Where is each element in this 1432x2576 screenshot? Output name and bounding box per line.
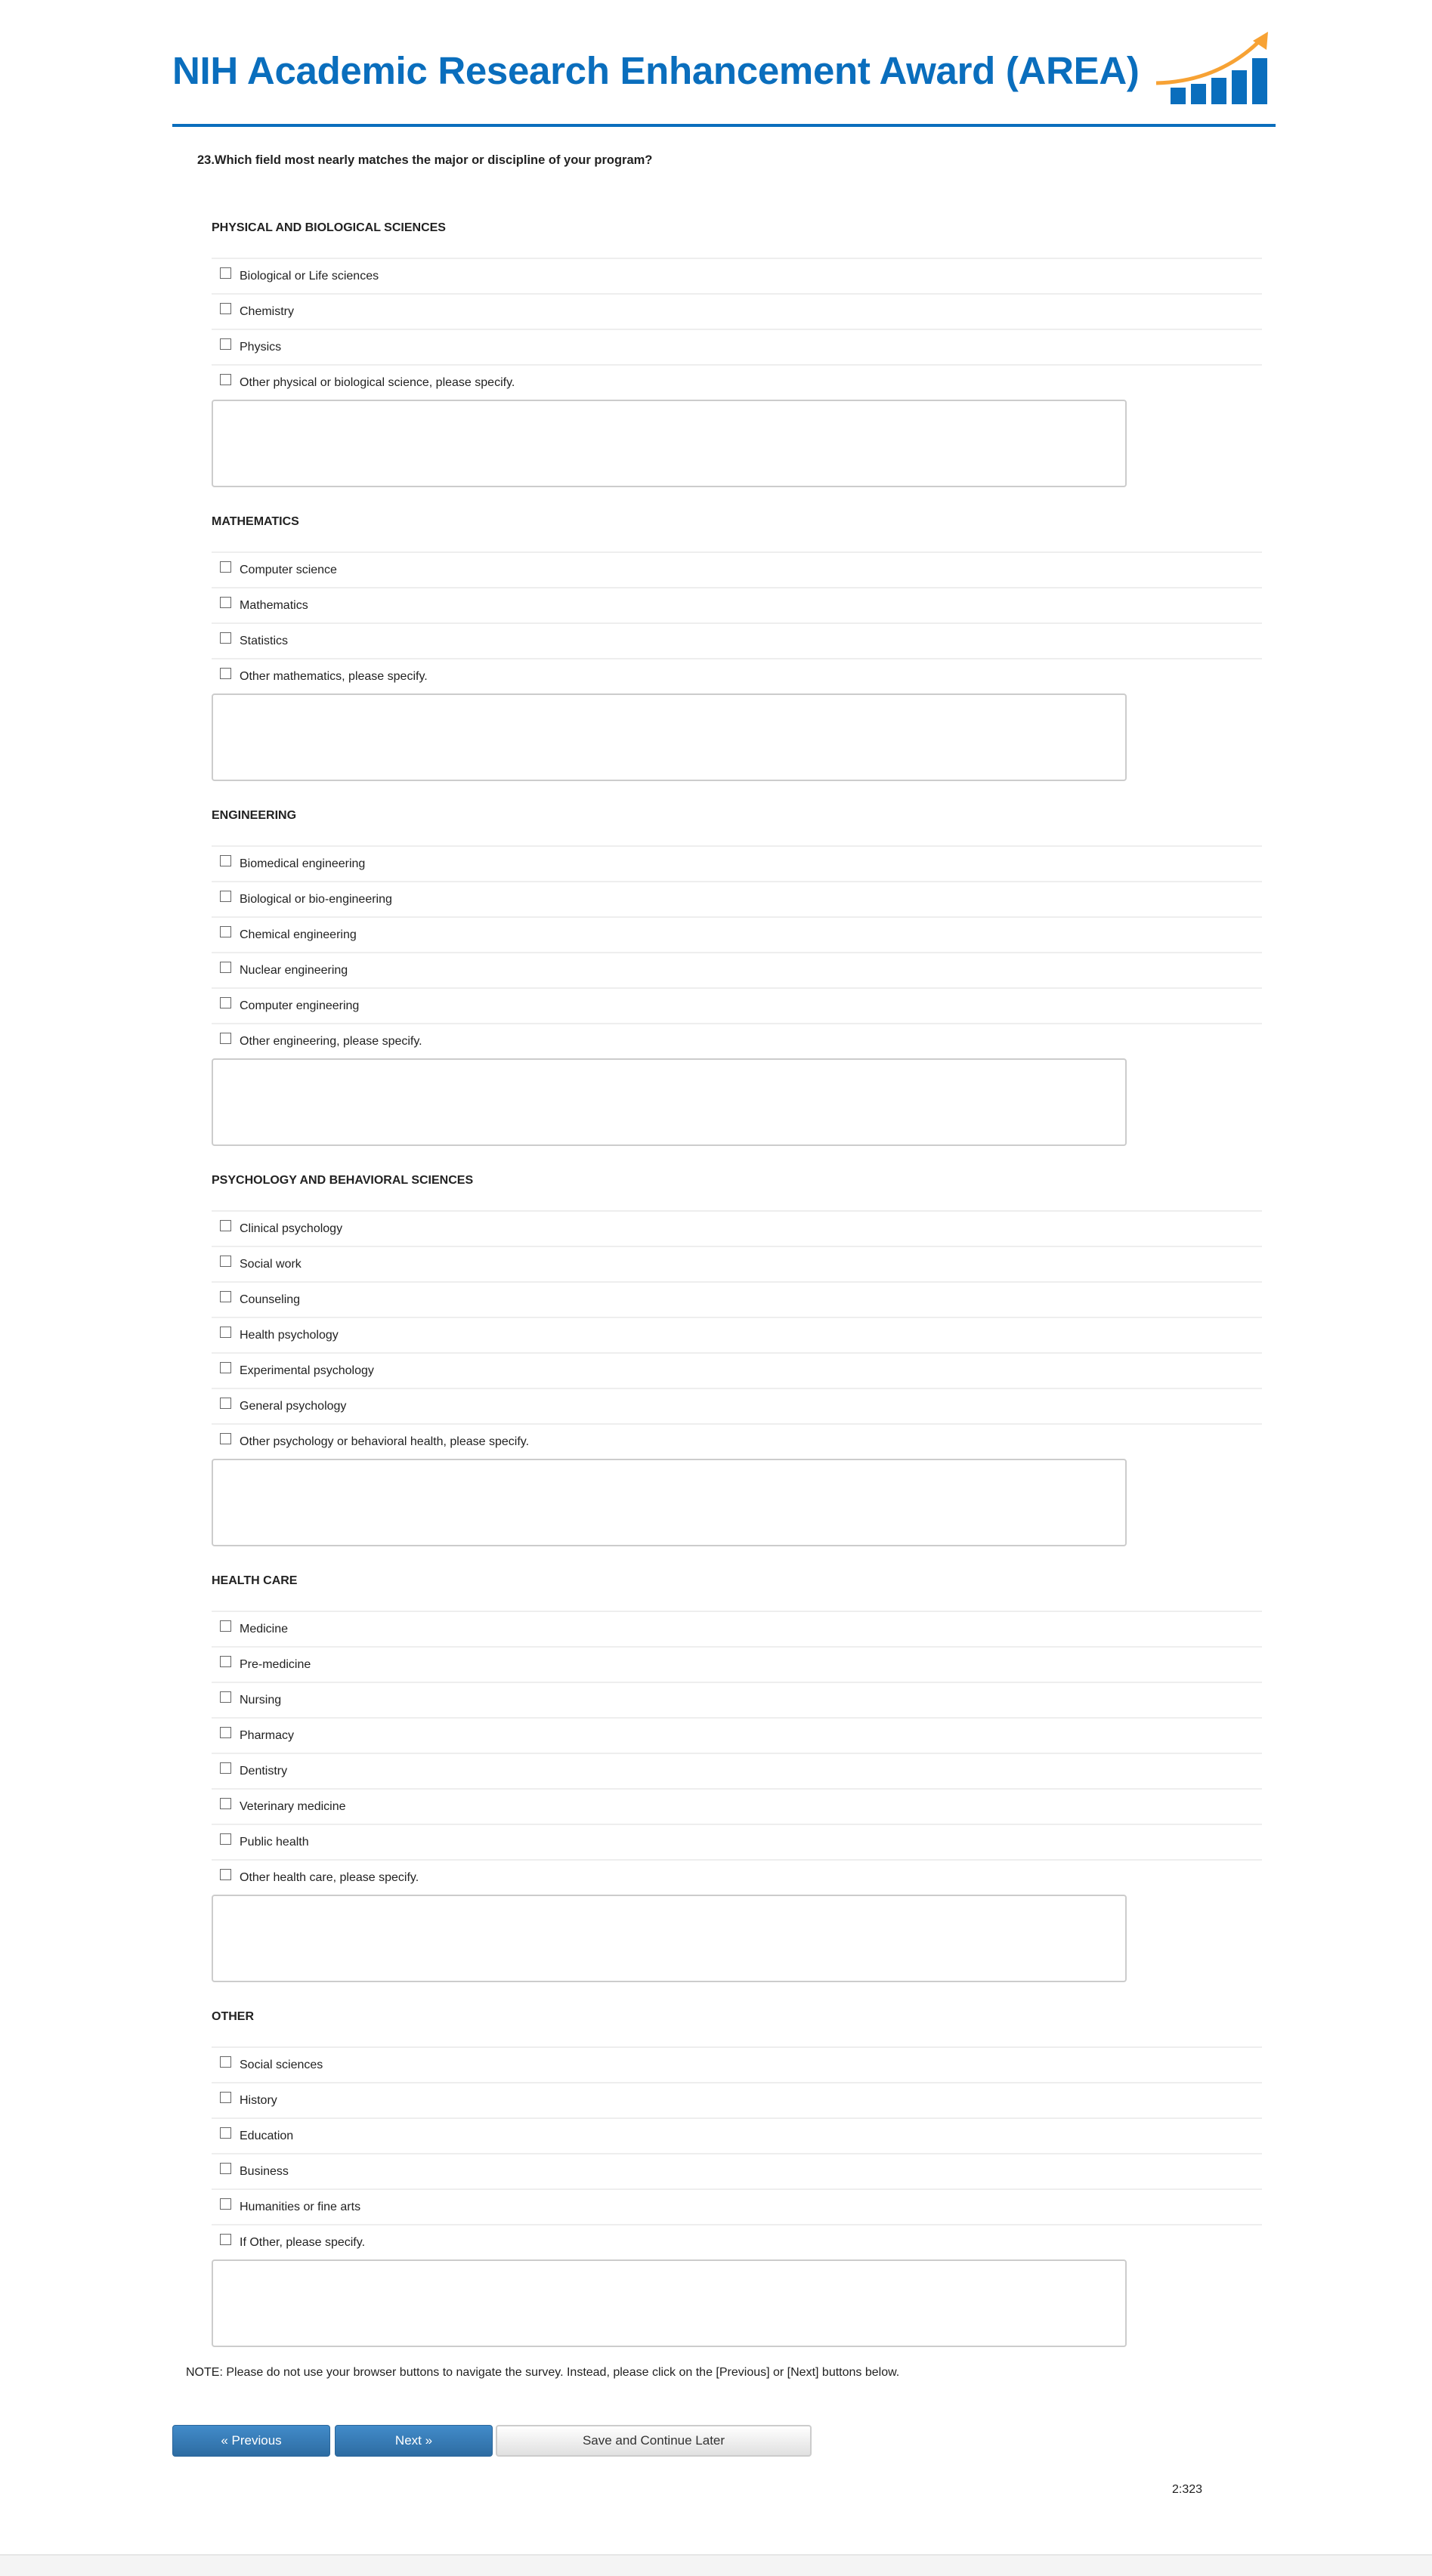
checkbox[interactable]	[220, 2056, 231, 2068]
checkbox[interactable]	[220, 1798, 231, 1809]
checkbox[interactable]	[220, 1398, 231, 1409]
save-continue-later-button[interactable]: Save and Continue Later	[496, 2425, 812, 2457]
checkbox-option[interactable]	[212, 1423, 1262, 1459]
checkbox[interactable]	[220, 1833, 231, 1845]
footer-bar	[0, 2554, 1432, 2576]
option-label: Other health care, please specify.	[240, 1870, 419, 1884]
option-label: Health psychology	[240, 1328, 339, 1342]
checkbox-option[interactable]	[212, 2046, 1262, 2082]
option-label: Other physical or biological science, please specify.	[240, 375, 515, 389]
checkbox[interactable]	[220, 2198, 231, 2210]
option-label: General psychology	[240, 1399, 347, 1413]
checkbox[interactable]	[220, 926, 231, 937]
option-label: Physics	[240, 340, 282, 354]
checkbox-option[interactable]	[212, 952, 1262, 987]
checkbox-option[interactable]	[212, 1317, 1262, 1352]
checkbox[interactable]	[220, 1220, 231, 1231]
checkbox-option[interactable]	[212, 1859, 1262, 1895]
option-label: Medicine	[240, 1622, 289, 1635]
option-label: Computer science	[240, 563, 337, 576]
checkbox-option[interactable]	[212, 2188, 1262, 2224]
checkbox[interactable]	[220, 855, 231, 866]
checkbox[interactable]	[220, 668, 231, 679]
checkbox-option[interactable]	[212, 329, 1262, 364]
option-label: Pre-medicine	[240, 1657, 311, 1671]
option-label: Biological or bio-engineering	[240, 892, 392, 906]
checkbox[interactable]	[220, 1291, 231, 1302]
specify-other-textarea[interactable]	[212, 1459, 1127, 1546]
section-heading: PSYCHOLOGY AND BEHAVIORAL SCIENCES	[212, 1174, 474, 1187]
section	[212, 487, 1262, 781]
checkbox-option[interactable]	[212, 2224, 1262, 2259]
option-label: Counseling	[240, 1293, 301, 1306]
option-label: Other mathematics, please specify.	[240, 669, 428, 683]
checkbox-option[interactable]	[212, 881, 1262, 916]
checkbox[interactable]	[220, 561, 231, 573]
option-label: Chemistry	[240, 304, 295, 318]
checkbox-option[interactable]	[212, 622, 1262, 658]
checkbox[interactable]	[220, 997, 231, 1008]
checkbox[interactable]	[220, 632, 231, 644]
checkbox-option[interactable]	[212, 258, 1262, 293]
option-label: Public health	[240, 1835, 309, 1849]
checkbox-option[interactable]	[212, 658, 1262, 693]
section-heading: PHYSICAL AND BIOLOGICAL SCIENCES	[212, 221, 446, 234]
option-label: Veterinary medicine	[240, 1799, 346, 1813]
option-label: Biomedical engineering	[240, 857, 366, 870]
page-id: 2:323	[1172, 2483, 1203, 2496]
checkbox-option[interactable]	[212, 1210, 1262, 1246]
option-label: Mathematics	[240, 598, 308, 612]
page-title: NIH Academic Research Enhancement Award (AREA)	[172, 49, 1140, 92]
checkbox-option[interactable]	[212, 587, 1262, 622]
next-button[interactable]: Next »	[335, 2425, 493, 2457]
checkbox[interactable]	[220, 1256, 231, 1267]
option-label: If Other, please specify.	[240, 2235, 366, 2249]
checkbox[interactable]	[220, 1620, 231, 1632]
option-label: History	[240, 2093, 277, 2107]
checkbox-option[interactable]	[212, 1753, 1262, 1788]
checkbox-option[interactable]	[212, 1246, 1262, 1281]
checkbox-option[interactable]	[212, 1611, 1262, 1646]
specify-other-textarea[interactable]	[212, 1058, 1127, 1146]
header-divider	[172, 124, 1276, 127]
checkbox[interactable]	[220, 1327, 231, 1338]
specify-other-textarea[interactable]	[212, 400, 1127, 487]
option-label: Pharmacy	[240, 1728, 295, 1742]
section	[212, 1982, 1262, 2347]
checkbox-option[interactable]	[212, 987, 1262, 1023]
checkbox-option[interactable]	[212, 364, 1262, 400]
option-label: Experimental psychology	[240, 1364, 374, 1377]
checkbox-option[interactable]	[212, 1388, 1262, 1423]
specify-other-textarea[interactable]	[212, 693, 1127, 781]
checkbox[interactable]	[220, 1727, 231, 1738]
checkbox-option[interactable]	[212, 1682, 1262, 1717]
checkbox-option[interactable]	[212, 2153, 1262, 2188]
option-label: Education	[240, 2129, 294, 2142]
checkbox[interactable]	[220, 1762, 231, 1774]
section-heading: OTHER	[212, 2010, 254, 2023]
option-label: Statistics	[240, 634, 289, 647]
checkbox[interactable]	[220, 1691, 231, 1703]
checkbox[interactable]	[220, 1033, 231, 1044]
option-label: Business	[240, 2164, 289, 2178]
previous-button[interactable]: « Previous	[172, 2425, 330, 2457]
checkbox[interactable]	[220, 374, 231, 385]
checkbox-option[interactable]	[212, 916, 1262, 952]
checkbox[interactable]	[220, 2092, 231, 2103]
option-label: Clinical psychology	[240, 1222, 343, 1235]
checkbox[interactable]	[220, 891, 231, 902]
checkbox[interactable]	[220, 1869, 231, 1880]
checkbox-option[interactable]	[212, 1023, 1262, 1058]
navigation-note: NOTE: Please do not use your browser buttons to navigate the survey. Instead, please click on the [Previous] or [Next] buttons below.	[186, 2366, 900, 2379]
section-heading: HEALTH CARE	[212, 1574, 298, 1587]
option-label: Social sciences	[240, 2058, 323, 2071]
checkbox-option[interactable]	[212, 293, 1262, 329]
checkbox[interactable]	[220, 962, 231, 973]
specify-other-textarea[interactable]	[212, 2259, 1127, 2347]
checkbox-option[interactable]	[212, 551, 1262, 587]
checkbox[interactable]	[220, 597, 231, 608]
checkbox-option[interactable]	[212, 2082, 1262, 2117]
option-label: Nuclear engineering	[240, 963, 348, 977]
question-text: 23.Which field most nearly matches the major or discipline of your program?	[197, 153, 653, 167]
checkbox-option[interactable]	[212, 1281, 1262, 1317]
option-label: Chemical engineering	[240, 928, 357, 941]
section	[212, 781, 1262, 1146]
option-label: Other psychology or behavioral health, please specify.	[240, 1435, 530, 1448]
option-label: Nursing	[240, 1693, 282, 1707]
option-label: Biological or Life sciences	[240, 269, 379, 283]
bar-chart-growth-icon	[1156, 32, 1271, 106]
checkbox-option[interactable]	[212, 1646, 1262, 1682]
checkbox-option[interactable]	[212, 1717, 1262, 1753]
section-heading: MATHEMATICS	[212, 515, 299, 528]
checkbox[interactable]	[220, 338, 231, 350]
section	[212, 193, 1262, 487]
option-label: Social work	[240, 1257, 302, 1271]
checkbox-option[interactable]	[212, 1788, 1262, 1824]
checkbox[interactable]	[220, 2127, 231, 2139]
option-label: Other engineering, please specify.	[240, 1034, 422, 1048]
checkbox-option[interactable]	[212, 2117, 1262, 2153]
checkbox[interactable]	[220, 1656, 231, 1667]
option-label: Computer engineering	[240, 999, 360, 1012]
option-label: Humanities or fine arts	[240, 2200, 361, 2213]
field-of-study-form	[212, 193, 1262, 2347]
option-label: Dentistry	[240, 1764, 288, 1778]
checkbox[interactable]	[220, 2163, 231, 2174]
checkbox[interactable]	[220, 1433, 231, 1444]
checkbox[interactable]	[220, 267, 231, 279]
checkbox[interactable]	[220, 1362, 231, 1373]
section	[212, 1546, 1262, 1982]
checkbox-option[interactable]	[212, 845, 1262, 881]
section-heading: ENGINEERING	[212, 809, 297, 822]
header	[172, 0, 1276, 127]
checkbox-option[interactable]	[212, 1824, 1262, 1859]
checkbox-option[interactable]	[212, 1352, 1262, 1388]
section	[212, 1146, 1262, 1546]
specify-other-textarea[interactable]	[212, 1895, 1127, 1982]
checkbox[interactable]	[220, 303, 231, 314]
checkbox[interactable]	[220, 2234, 231, 2245]
